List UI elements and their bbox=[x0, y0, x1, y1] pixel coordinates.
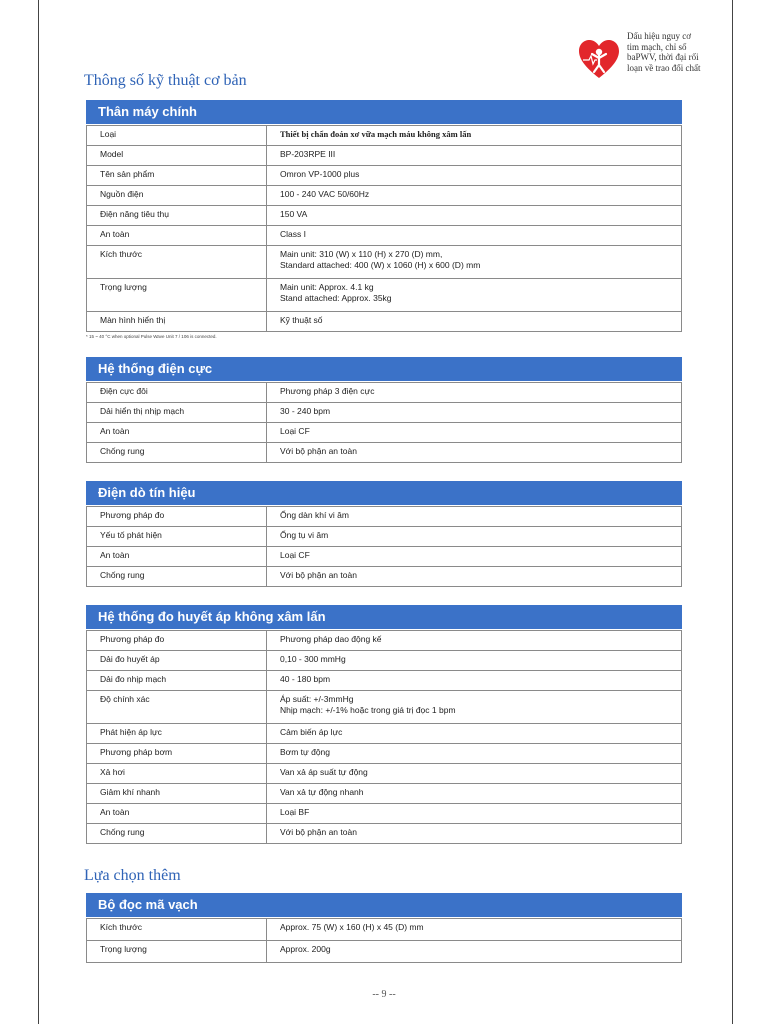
row-value bbox=[267, 279, 682, 312]
row-value-text: Thiết bị chẩn đoán xơ vữa mạch máu không xâm lấn bbox=[280, 129, 472, 139]
row-value: Loại BF bbox=[267, 804, 682, 824]
row-label: Phương pháp đo bbox=[87, 507, 267, 527]
row-label: Loại bbox=[87, 126, 267, 146]
table-row bbox=[87, 246, 682, 279]
row-value: Ống tụ vi âm bbox=[267, 527, 682, 547]
table-row bbox=[87, 724, 682, 744]
row-value bbox=[267, 126, 682, 146]
row-label: Tên sản phẩm bbox=[87, 166, 267, 186]
row-value: Với bộ phận an toàn bbox=[267, 443, 682, 463]
table-row bbox=[87, 166, 682, 186]
section-header: Bộ đọc mã vạch bbox=[86, 893, 682, 917]
row-value: Phương pháp dao động kế bbox=[267, 631, 682, 651]
row-value: Approx. 200g bbox=[267, 941, 682, 963]
row-label: Trọng lượng bbox=[87, 941, 267, 963]
row-value: Với bộ phận an toàn bbox=[267, 824, 682, 844]
section-header: Hệ thống điện cực bbox=[86, 357, 682, 381]
row-label: Dải hiển thị nhịp mạch bbox=[87, 403, 267, 423]
row-value-line: Stand attached: Approx. 35kg bbox=[280, 293, 392, 303]
row-label: Chống rung bbox=[87, 567, 267, 587]
row-value-line: Main unit: 310 (W) x 110 (H) x 270 (D) mm, bbox=[280, 249, 443, 259]
row-label: Chống rung bbox=[87, 443, 267, 463]
table-row bbox=[87, 186, 682, 206]
table-row bbox=[87, 804, 682, 824]
row-label: Kích thước bbox=[87, 919, 267, 941]
table-row bbox=[87, 691, 682, 724]
section-signal-probe bbox=[86, 481, 682, 587]
table-row bbox=[87, 651, 682, 671]
row-value-line: Áp suất: +/-3mmHg bbox=[280, 694, 354, 704]
table-row bbox=[87, 547, 682, 567]
spec-table bbox=[86, 125, 682, 332]
row-value: BP-203RPE III bbox=[267, 146, 682, 166]
row-label: An toàn bbox=[87, 423, 267, 443]
page-border-left bbox=[38, 0, 39, 1024]
spec-table bbox=[86, 382, 682, 463]
table-row bbox=[87, 383, 682, 403]
footnote: * 15 ~ 40 °C when optional Pulse Wave Unit 7 / 106 is connected. bbox=[86, 334, 217, 339]
table-row bbox=[87, 824, 682, 844]
table-row bbox=[87, 443, 682, 463]
row-value: 150 VA bbox=[267, 206, 682, 226]
section-header: Điện dò tín hiệu bbox=[86, 481, 682, 505]
row-value: 30 - 240 bpm bbox=[267, 403, 682, 423]
row-label: An toàn bbox=[87, 226, 267, 246]
row-value-line: Main unit: Approx. 4.1 kg bbox=[280, 282, 374, 292]
row-value: 0,10 - 300 mmHg bbox=[267, 651, 682, 671]
table-row bbox=[87, 941, 682, 963]
row-label: Nguồn điện bbox=[87, 186, 267, 206]
row-label: Độ chính xác bbox=[87, 691, 267, 724]
row-label: Giảm khí nhanh bbox=[87, 784, 267, 804]
section-blood-pressure bbox=[86, 605, 682, 844]
page-number: -- 9 -- bbox=[372, 989, 396, 1000]
table-row bbox=[87, 744, 682, 764]
table-row bbox=[87, 146, 682, 166]
row-value-line: Standard attached: 400 (W) x 1060 (H) x 600 (D) mm bbox=[280, 260, 481, 270]
table-row bbox=[87, 312, 682, 332]
row-value bbox=[267, 691, 682, 724]
row-value: Van xả áp suất tự động bbox=[267, 764, 682, 784]
optional-title: Lựa chọn thêm bbox=[84, 867, 181, 884]
row-label: Xả hơi bbox=[87, 764, 267, 784]
row-label: Chống rung bbox=[87, 824, 267, 844]
row-value: Loại CF bbox=[267, 547, 682, 567]
table-row bbox=[87, 784, 682, 804]
table-row bbox=[87, 126, 682, 146]
table-row bbox=[87, 527, 682, 547]
section-main-unit bbox=[86, 100, 682, 332]
table-row bbox=[87, 206, 682, 226]
row-value: Van xả tự động nhanh bbox=[267, 784, 682, 804]
row-label: Kích thước bbox=[87, 246, 267, 279]
heart-logo-icon bbox=[577, 38, 621, 82]
section-header: Hệ thống đo huyết áp không xâm lấn bbox=[86, 605, 682, 629]
table-row bbox=[87, 423, 682, 443]
page-title: Thông số kỹ thuật cơ bản bbox=[84, 72, 247, 89]
row-label: Dải đo huyết áp bbox=[87, 651, 267, 671]
row-label: Điện cực đôi bbox=[87, 383, 267, 403]
table-row bbox=[87, 919, 682, 941]
row-value: Omron VP-1000 plus bbox=[267, 166, 682, 186]
table-row bbox=[87, 671, 682, 691]
row-label: Điện năng tiêu thụ bbox=[87, 206, 267, 226]
logo-caption: Dấu hiệu nguy cơ tim mạch, chỉ số baPWV, thời đại rối loạn về trao đổi chất bbox=[627, 31, 701, 73]
row-label: Yếu tố phát hiện bbox=[87, 527, 267, 547]
spec-table bbox=[86, 506, 682, 587]
table-row bbox=[87, 567, 682, 587]
row-value: 100 - 240 VAC 50/60Hz bbox=[267, 186, 682, 206]
table-row bbox=[87, 764, 682, 784]
spec-table bbox=[86, 630, 682, 844]
row-value: Phương pháp 3 điện cực bbox=[267, 383, 682, 403]
row-value: Approx. 75 (W) x 160 (H) x 45 (D) mm bbox=[267, 919, 682, 941]
row-value-line: Nhịp mạch: +/-1% hoặc trong giá trị đọc 1 bpm bbox=[280, 705, 456, 715]
table-row bbox=[87, 279, 682, 312]
row-label: Trọng lượng bbox=[87, 279, 267, 312]
row-label: Phương pháp bơm bbox=[87, 744, 267, 764]
table-row bbox=[87, 631, 682, 651]
section-header: Thân máy chính bbox=[86, 100, 682, 124]
table-row bbox=[87, 403, 682, 423]
table-row bbox=[87, 507, 682, 527]
row-label: Phát hiện áp lực bbox=[87, 724, 267, 744]
row-value: Class I bbox=[267, 226, 682, 246]
row-label: Model bbox=[87, 146, 267, 166]
row-value: Bơm tự động bbox=[267, 744, 682, 764]
row-value: Cảm biến áp lực bbox=[267, 724, 682, 744]
section-barcode-reader bbox=[86, 893, 682, 963]
row-value: Kỹ thuật số bbox=[267, 312, 682, 332]
page-border-right bbox=[732, 0, 733, 1024]
row-value bbox=[267, 246, 682, 279]
row-label: Dải đo nhịp mạch bbox=[87, 671, 267, 691]
row-value: Với bộ phận an toàn bbox=[267, 567, 682, 587]
row-label: An toàn bbox=[87, 547, 267, 567]
row-value: Ống dàn khí vi âm bbox=[267, 507, 682, 527]
row-label: Màn hình hiển thị bbox=[87, 312, 267, 332]
spec-table bbox=[86, 918, 682, 963]
row-label: Phương pháp đo bbox=[87, 631, 267, 651]
row-value: Loại CF bbox=[267, 423, 682, 443]
row-value: 40 - 180 bpm bbox=[267, 671, 682, 691]
section-electrodes bbox=[86, 357, 682, 463]
table-row bbox=[87, 226, 682, 246]
row-label: An toàn bbox=[87, 804, 267, 824]
